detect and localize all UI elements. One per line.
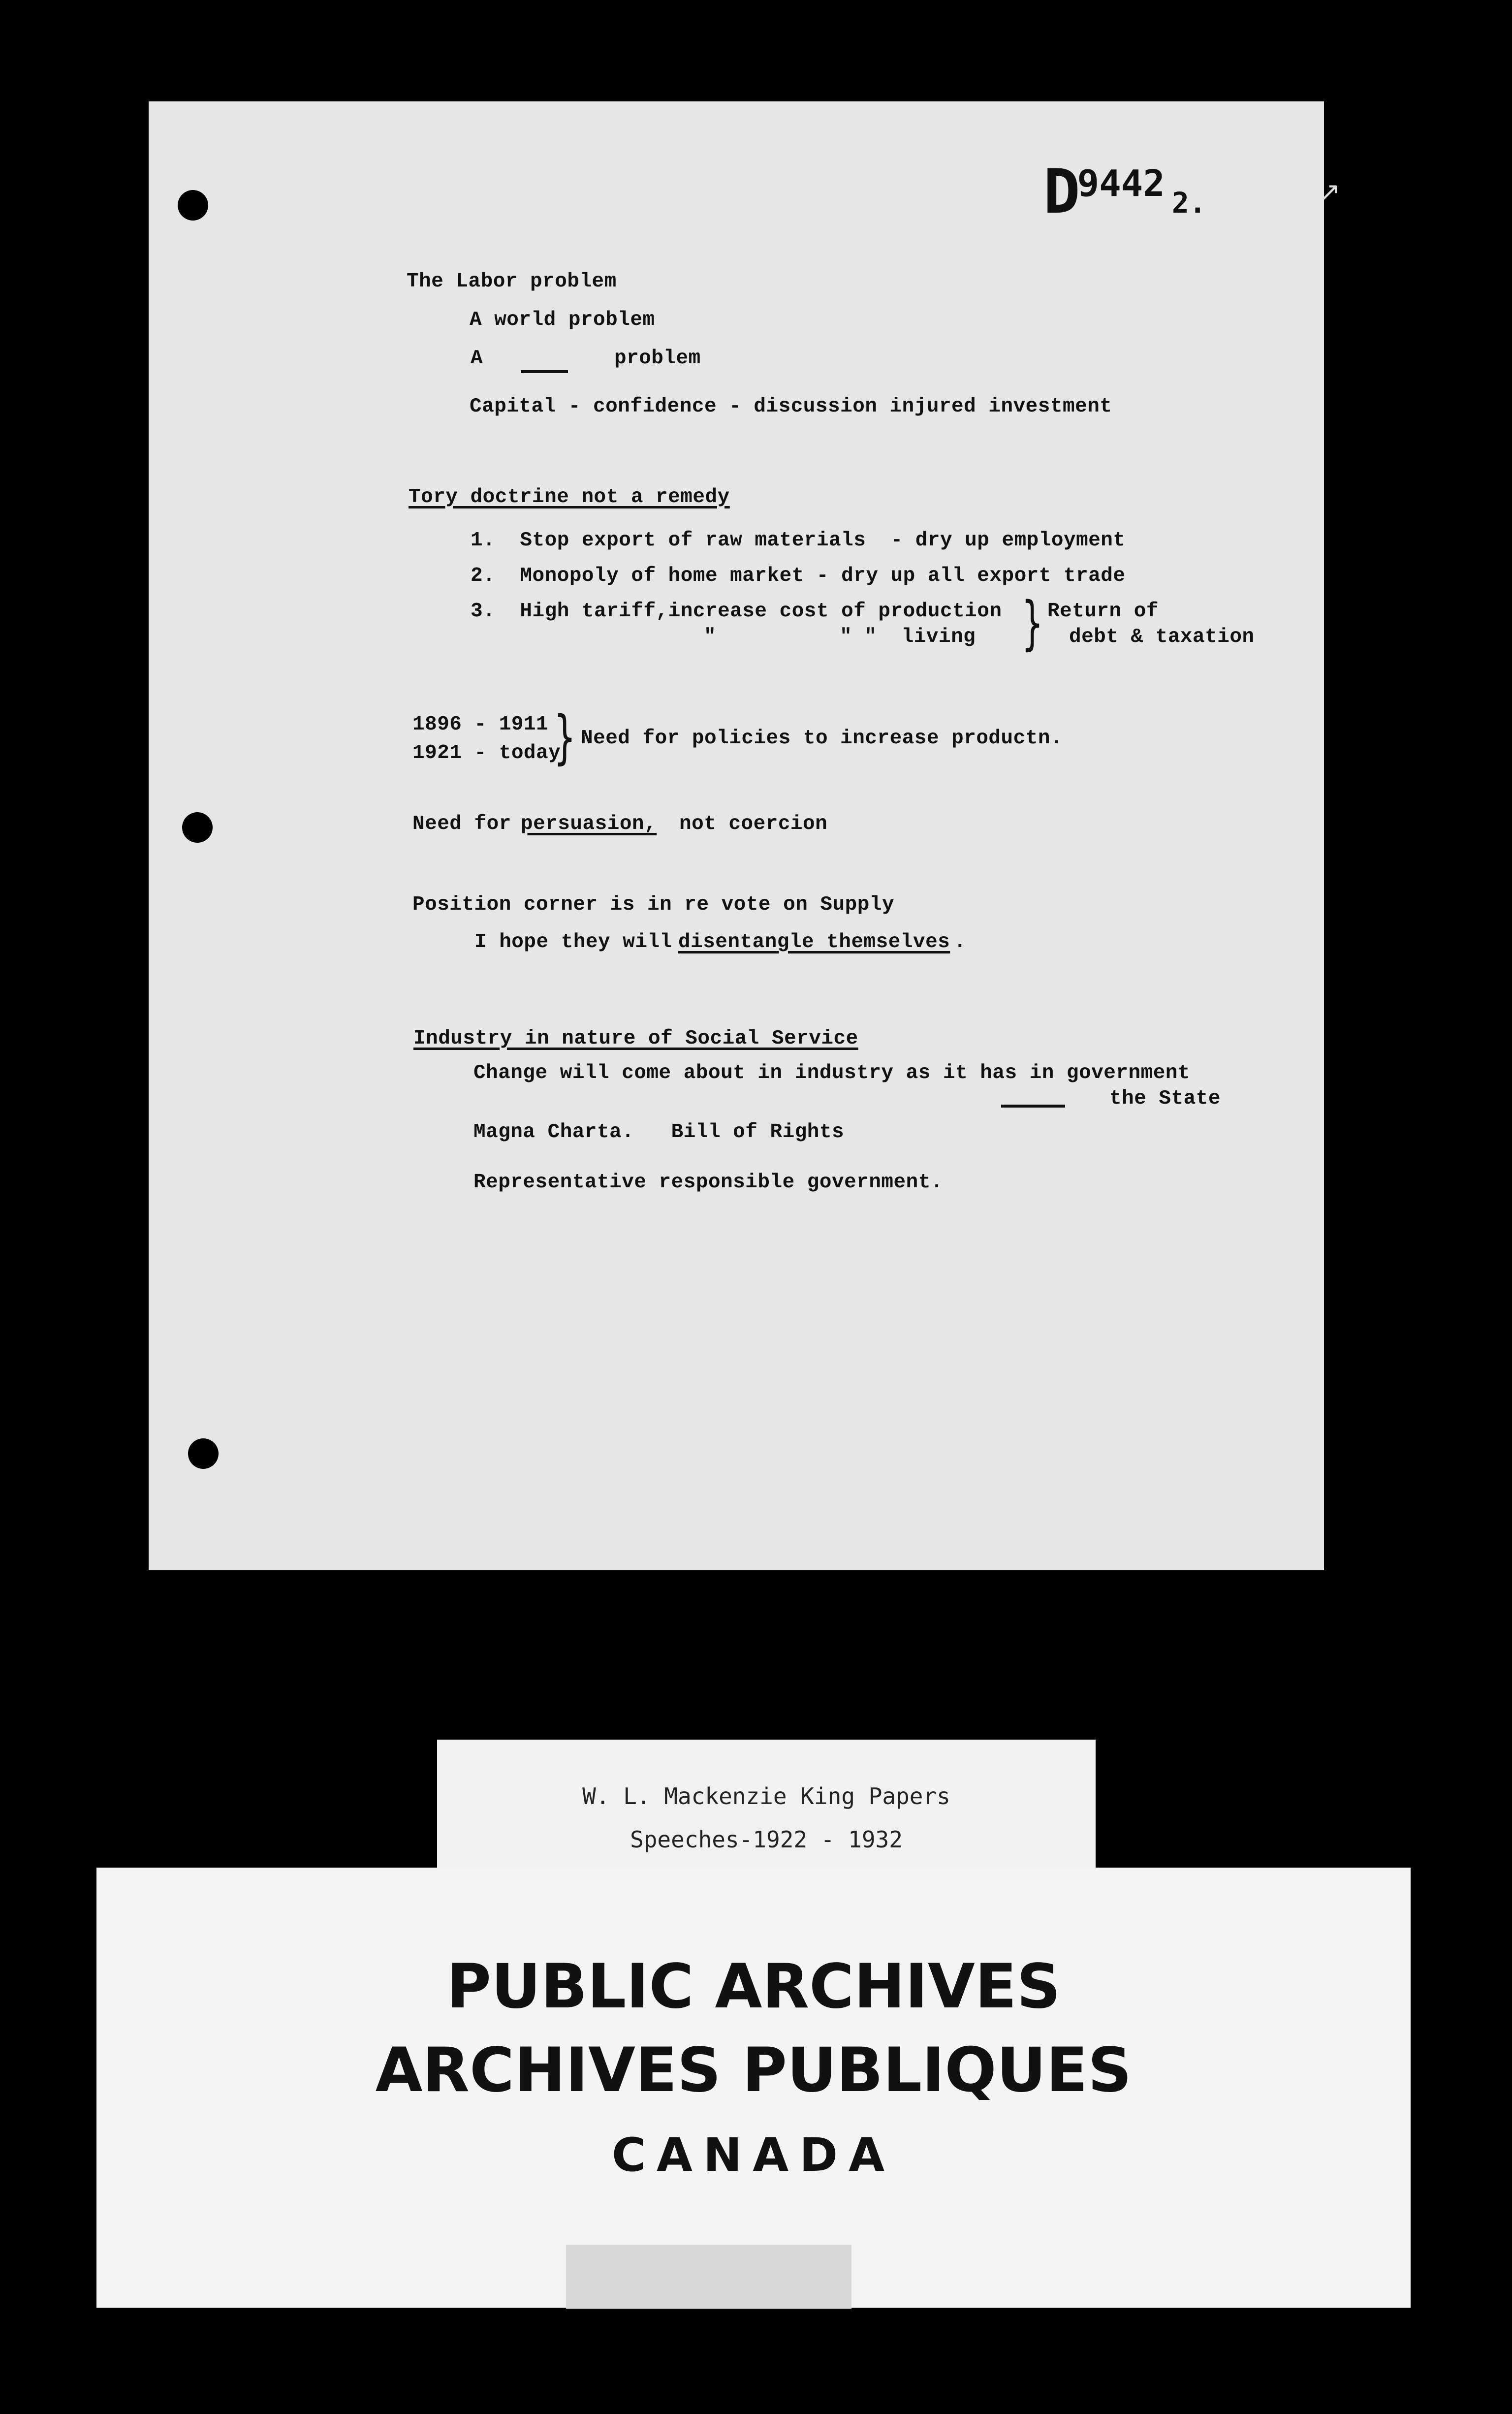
line-title: The Labor problem <box>407 270 617 293</box>
card-tab <box>566 2245 851 2309</box>
line-representative: Representative responsible government. <box>473 1171 943 1194</box>
brace-years-icon: } <box>554 703 576 771</box>
line-problem: problem <box>614 347 701 370</box>
document-number-letter: D <box>1043 157 1077 227</box>
list-item-2: 2. Monopoly of home market - dry up all export trade <box>471 565 1126 587</box>
document-number-suffix: 2. <box>1171 186 1206 220</box>
line-need-for: Need for <box>412 813 511 835</box>
list-item-3: 3. High tariff,increase cost of production <box>471 600 1002 623</box>
archives-line-3: CANADA <box>612 2128 895 2182</box>
line-return-of: Return of <box>1047 600 1159 623</box>
line-i-hope-end: . <box>954 931 967 953</box>
line-i-hope: I hope they will <box>474 931 672 953</box>
word-persuasion: persuasion, <box>521 813 657 835</box>
heading-tory-doctrine: Tory doctrine not a remedy <box>409 486 730 508</box>
document-page <box>149 101 1324 1570</box>
line-a: A <box>471 347 483 370</box>
blank-underline-state <box>1001 1105 1065 1108</box>
label-line-2: Speeches-1922 - 1932 <box>630 1826 903 1853</box>
line-debt-taxation: debt & taxation <box>1069 626 1255 648</box>
line-change: Change will come about in industry as it has in government <box>473 1062 1191 1084</box>
line-magna-charta: Magna Charta. Bill of Rights <box>473 1121 845 1143</box>
blank-underline <box>521 370 568 373</box>
line-years-1: 1896 - 1911 <box>412 713 549 736</box>
punch-hole-bottom <box>188 1438 219 1469</box>
heading-industry: Industry in nature of Social Service <box>413 1027 858 1050</box>
collection-label-card <box>437 1740 1096 1887</box>
line-position-corner: Position corner is in re vote on Supply <box>412 893 895 916</box>
punch-hole-middle <box>182 812 213 843</box>
line-capital: Capital - confidence - discussion injured investment <box>470 395 1112 418</box>
line-not-coercion: not coercion <box>679 813 828 835</box>
document-number <box>1043 157 1206 227</box>
punch-hole-top <box>178 190 208 221</box>
archives-line-2: ARCHIVES PUBLIQUES <box>375 2035 1132 2106</box>
list-item-1: 1. Stop export of raw materials - dry up employment <box>471 529 1126 552</box>
corner-mark-icon: ↗ <box>1319 177 1341 207</box>
line-world-problem: A world problem <box>470 309 655 331</box>
line-need-policies: Need for policies to increase productn. <box>581 727 1063 750</box>
list-item-3-continued: " " " living <box>704 626 976 648</box>
label-line-1: W. L. Mackenzie King Papers <box>582 1783 950 1810</box>
line-the-state: the State <box>1109 1087 1221 1110</box>
archives-stamp-card <box>96 1868 1411 2308</box>
words-disentangle: disentangle themselves <box>678 931 950 953</box>
line-years-2: 1921 - today <box>412 742 561 764</box>
archives-line-1: PUBLIC ARCHIVES <box>446 1951 1061 2022</box>
document-number-digits: 9442 <box>1077 162 1165 205</box>
brace-right-icon: } <box>1021 589 1044 657</box>
